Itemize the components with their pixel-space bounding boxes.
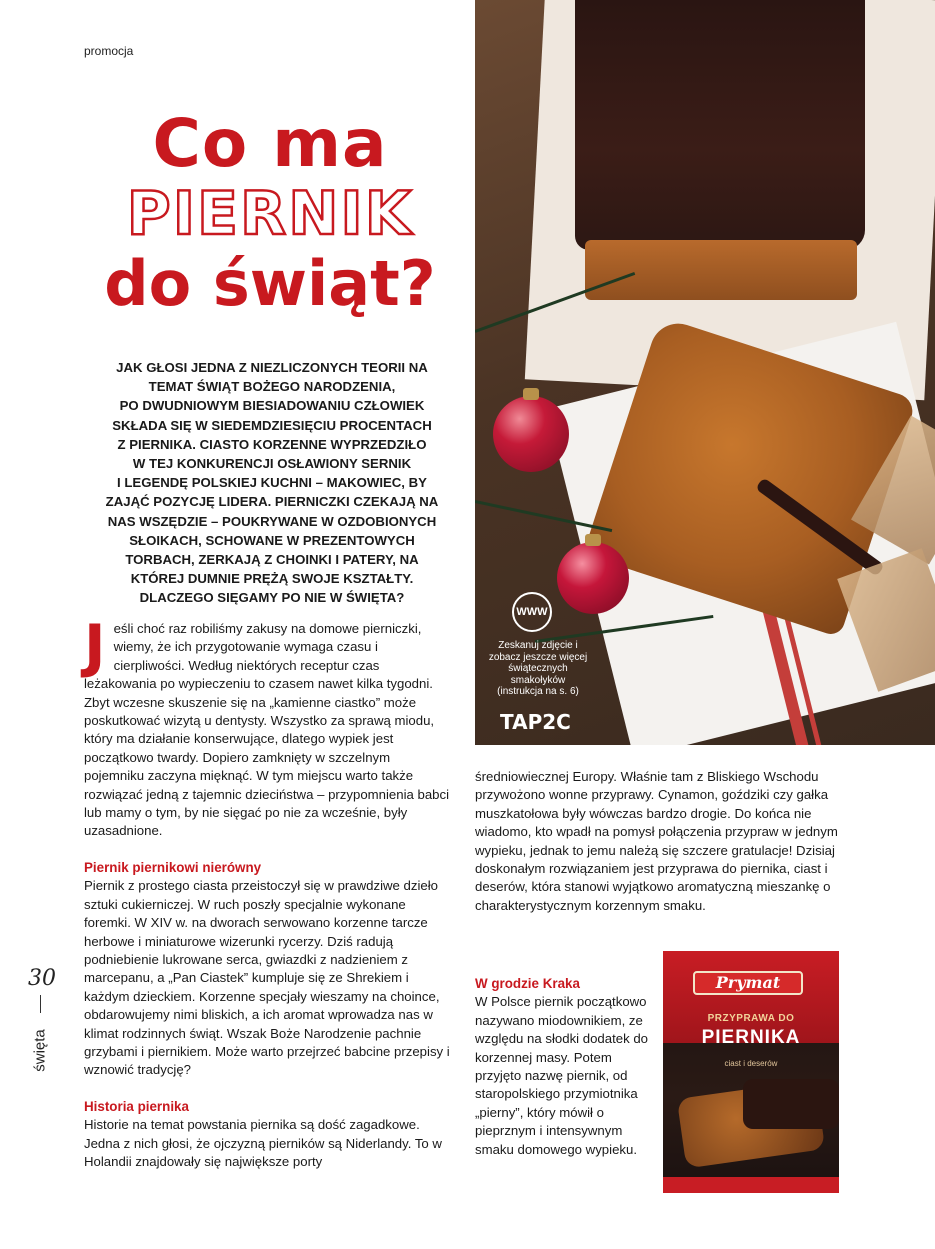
cake-side [585, 240, 857, 300]
lead-line: Z PIERNIKA. CIASTO KORZENNE WYPRZEDZIŁO [117, 436, 427, 452]
intro-text: eśli choć raz robiliśmy zakusy na domowe pierniczki, wiemy, że ich przygotowanie wymaga czasu i cierpliwości. Według niektórych receptur czas leżakowania po wypieczeniu to czasem nawet kilka tygodni. Zbyt wczesne skuszenie się na „kamienne ciastko” może poskutkować wizytą u dentysty. Wszystko za sprawą miodu, który ma działanie konserwujące, dlatego wypiek jest początkowo twardy. Dopiero zamknięty w szczelnym pojemniku zaczyna mięknąć. W tym miejscu warto także rozwiązać jedną z tajemnic dzieciństwa – przypomnienia babci lub mamy o tym, by nie sięgać po nie za wcześnie, były uzasadnione. [84, 621, 450, 839]
product-subtitle: PRZYPRAWA DO [707, 1013, 795, 1024]
product-brand-logo: Prymat [693, 971, 803, 995]
section-label-text: święta [31, 1029, 49, 1072]
lead-line: TORBACH, ZERKAJĄ Z CHOINKI I PATERY, NA [125, 552, 419, 568]
ornament-cap [523, 388, 539, 400]
lead-line: DLACZEGO SIĘGAMY PO NIE W ŚWIĘTA? [139, 590, 405, 606]
lead-paragraph [96, 358, 448, 608]
dropcap: J [84, 612, 106, 680]
lead-line: TEMAT ŚWIĄT BOŻEGO NARODZENIA, [148, 379, 396, 395]
headline-line-1: Co ma [152, 105, 388, 182]
headline-line-2: PIERNIK [126, 179, 414, 249]
subhead-piernik: Piernik piernikowi nierówny [84, 859, 262, 875]
page-divider [40, 995, 41, 1013]
article-column-left [84, 612, 450, 1171]
section-tag: promocja [84, 44, 134, 58]
product-bottom-band [663, 1177, 839, 1193]
page-number: 30 [28, 966, 56, 991]
headline [70, 105, 470, 320]
product-small-text: ciast i deserów [724, 1059, 778, 1068]
intro-paragraph [84, 612, 450, 841]
ornament-ball [493, 396, 569, 472]
product-title: PIERNIKA [701, 1027, 801, 1048]
ornament-ball [557, 542, 629, 614]
article-column-right [475, 768, 855, 915]
lead-line: W TEJ KONKURENCJI OSŁAWIONY SERNIK [132, 456, 412, 472]
scan-note: Zeskanuj zdjęcie i zobacz jeszcze więcej świątecznych smakołyków (instrukcja na s. 6) [488, 640, 588, 697]
subhead-krakow: W grodzie Kraka [475, 976, 580, 991]
www-icon[interactable]: WWW [512, 592, 552, 632]
lead-line: PO DWUDNIOWYM BIESIADOWANIU CZŁOWIEK [119, 398, 425, 414]
lead-line: JAK GŁOSI JEDNA Z NIEZLICZONYCH TEORII NA [116, 360, 428, 375]
paragraph-piernik: Piernik z prostego ciasta przeistoczył się w prawdziwe dzieło sztuki cukierniczej. W ruch poszły specjalnie wykonane foremki. W XIV w. na dworach serwowano korzenne tarcze herbowe i miniaturowe wizerunki rycerzy. Dziś radują podniebienie lukrowane serca, gwiazdki z nadzieniem z marcepanu, a „Pan Ciastek” kumpluje się ze Shrekiem i każdym dzieckiem. Korzenne specjały wieszamy na choince, obdarowujemy nimi bliskich, a ich aromat wprowadza nas w klimat rodzinnych świąt. Wszak Boże Narodzenie pachnie grzybami i piernikiem. Może warto przejrzeć babcine przepisy i wznowić tradycję? [84, 878, 450, 1078]
ornament-cap [585, 534, 601, 546]
paragraph-historia: Historie na temat powstania piernika są dość zagadkowe. Jedna z nich głosi, że ojczyzną pierników są Niderlandy. To w Holandii znajdowały się największe porty [84, 1117, 442, 1169]
lead-line: SKŁADA SIĘ W SIEDEMDZIESIĘCIU PROCENTACH [112, 417, 432, 433]
chocolate-glaze [575, 0, 865, 250]
lead-line: ZAJĄĆ POZYCJĘ LIDERA. PIERNICZKI CZEKAJĄ NA [105, 494, 439, 510]
paragraph-krakow: W Polsce piernik początkowo nazywano miodownikiem, ze względu na słodki dodatek do korzennej masy. Potem przyjęto nazwę piernik, od staropolskiego przymiotnika „pierny”, który mówił o pieprznym i intensywnym smaku domowego wypieku. [475, 994, 649, 1157]
subhead-historia: Historia piernika [84, 1098, 189, 1114]
product-chocolate-image [743, 1079, 839, 1129]
article-column-krakow [475, 975, 651, 1159]
section-label [30, 1020, 50, 1080]
product-packshot [663, 951, 839, 1193]
paragraph-historia-continued: średniowiecznej Europy. Właśnie tam z Bliskiego Wschodu przywożono wonne przyprawy. Cynamon, goździki czy gałka muszkatołowa były wówczas bardzo drogie. Do końca nie wiadomo, kto wpadł na pomysł połączenia przypraw w jednym wypieku, jednak to jemu należą się szczere gratulacje! Dzisiaj doskonałym rozwiązaniem jest przyprawa do piernika, ciast i deserów, która stanowi wyjątkowo aromatyczną mieszankę o charakterystycznym korzennym smaku. [475, 769, 838, 913]
lead-line: SŁOIKACH, SCHOWANE W PREZENTOWYCH [129, 532, 415, 548]
headline-line-3: do świąt? [104, 247, 436, 320]
lead-line: I LEGENDĘ POLSKIEJ KUCHNI – MAKOWIEC, BY [117, 475, 427, 491]
gingerbread-photo [475, 0, 935, 745]
lead-line: NAS WSZĘDZIE – POUKRYWANE W OZDOBIONYCH [107, 513, 437, 529]
lead-line: KTÓREJ DUMNIE PRĘŻĄ SWOJE KSZTAŁTY. [130, 571, 414, 587]
tap2c-logo: TAP2C [500, 710, 571, 734]
